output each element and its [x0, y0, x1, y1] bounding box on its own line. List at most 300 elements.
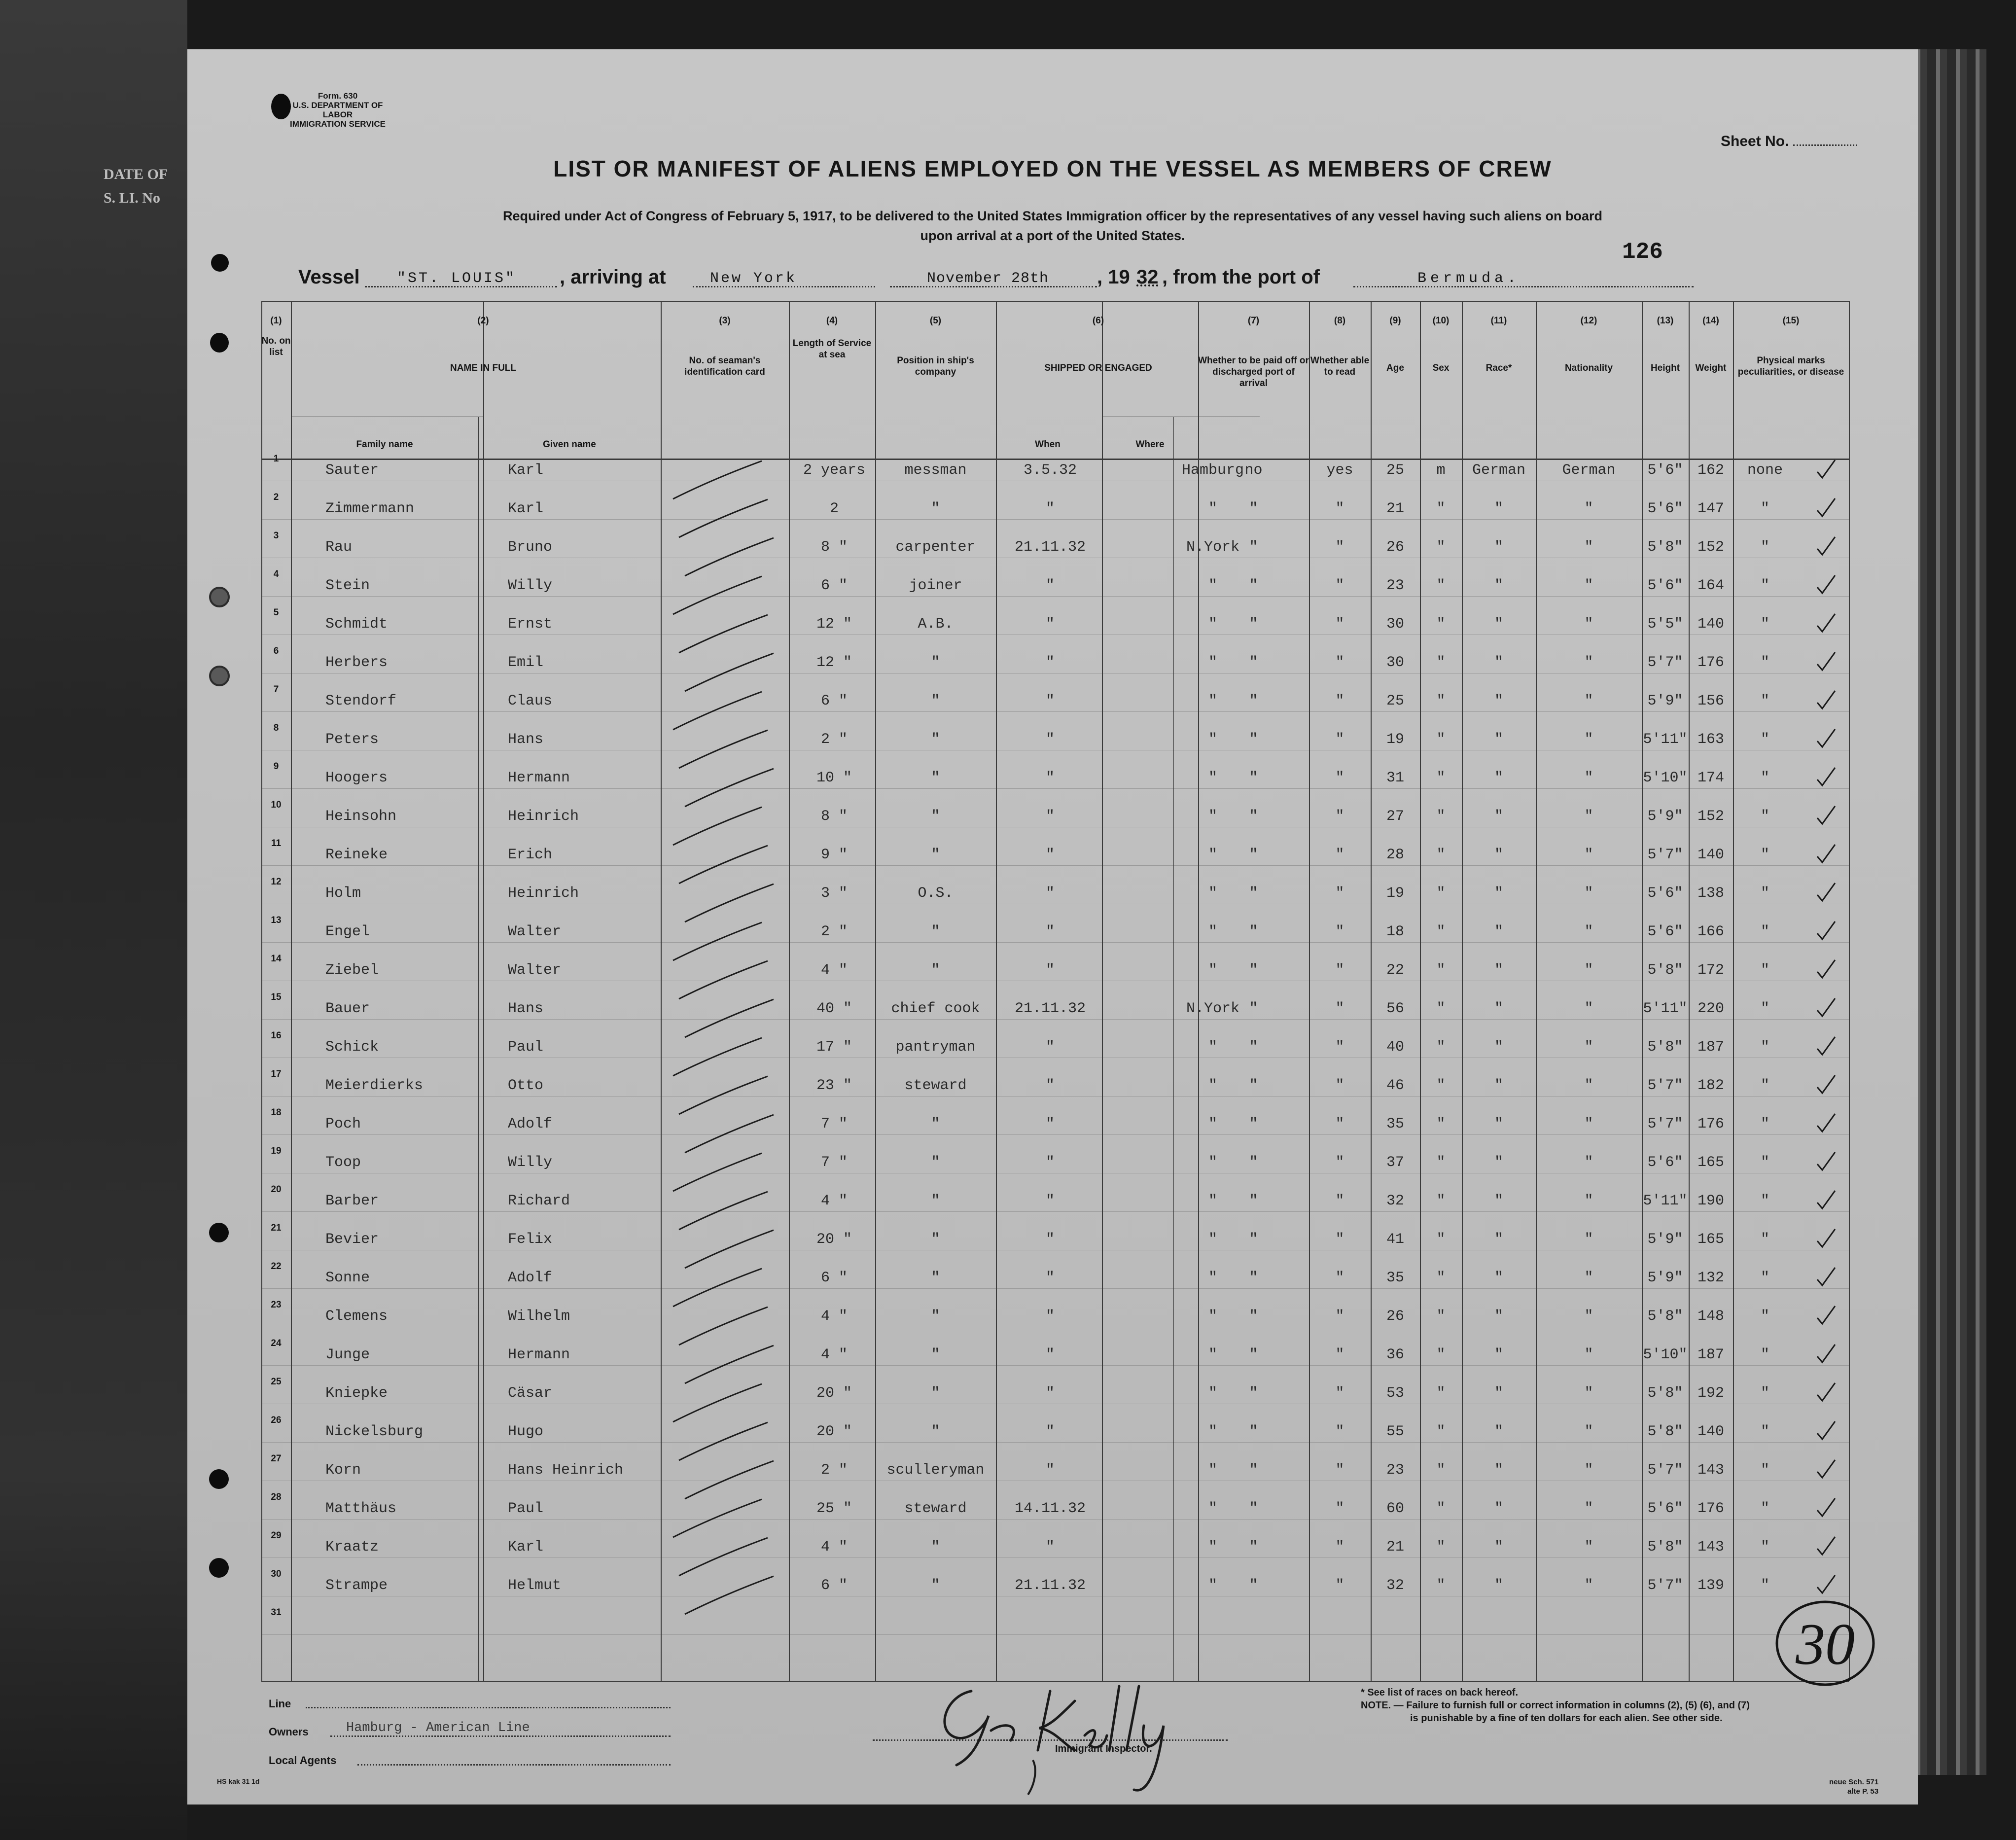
cell-race: ": [1494, 1577, 1503, 1594]
cell-weight: 176: [1697, 1116, 1724, 1132]
cell-age: 19: [1386, 731, 1404, 748]
cell-where: ": [1208, 1193, 1217, 1209]
column-number: (14): [1702, 316, 1719, 326]
cell-paid: ": [1249, 1231, 1258, 1248]
cell-when: ": [1045, 923, 1055, 940]
column-header: Nationality: [1564, 363, 1613, 373]
cell-service: 6 ": [820, 1577, 848, 1594]
column-header: Position in ship's company: [897, 355, 974, 377]
cell-nat: German: [1562, 462, 1616, 479]
cell-marks: ": [1760, 1500, 1769, 1517]
cell-sex: ": [1436, 1231, 1446, 1248]
cell-read: yes: [1326, 462, 1353, 479]
cell-height: 5'6": [1647, 577, 1683, 594]
cell-sex: ": [1436, 1154, 1446, 1171]
check-mark-icon: [1814, 1457, 1839, 1482]
cell-weight: 165: [1697, 1231, 1724, 1248]
cell-paid: ": [1249, 1462, 1258, 1479]
row-rule: [261, 865, 1849, 866]
cell-family: Hoogers: [325, 770, 388, 786]
row-number: 4: [273, 569, 279, 579]
cell-given: Emil: [508, 654, 544, 671]
cell-when: ": [1045, 1539, 1055, 1556]
cell-read: ": [1335, 654, 1344, 671]
inspector-signature: [927, 1671, 1203, 1800]
cell-nat: ": [1584, 847, 1593, 863]
cell-where: ": [1208, 1577, 1217, 1594]
cell-service: 20 ": [816, 1423, 852, 1440]
cell-read: ": [1335, 731, 1344, 748]
cell-family: Schick: [325, 1039, 379, 1056]
cell-when: ": [1045, 1039, 1055, 1056]
cell-height: 5'8": [1647, 962, 1683, 979]
cell-race: ": [1494, 1077, 1503, 1094]
cell-read: ": [1335, 1270, 1344, 1286]
cell-position: A.B.: [918, 616, 954, 633]
check-mark-icon: [1814, 1149, 1839, 1174]
cell-when: ": [1045, 577, 1055, 594]
column-number: (5): [929, 316, 942, 326]
cell-weight: 176: [1697, 654, 1724, 671]
cell-read: ": [1335, 885, 1344, 902]
cell-where: ": [1208, 1039, 1217, 1056]
cell-position: ": [931, 654, 940, 671]
cell-height: 5'9": [1647, 808, 1683, 825]
check-mark-icon: [1814, 1188, 1839, 1212]
column-rule: [996, 301, 997, 1681]
cell-marks: ": [1760, 1346, 1769, 1363]
cell-paid: ": [1249, 1077, 1258, 1094]
row-number: 21: [271, 1223, 282, 1233]
cell-family: Rau: [325, 539, 353, 556]
cell-read: ": [1335, 1116, 1344, 1132]
row-number: 31: [271, 1607, 282, 1618]
sheet-label: Sheet No.: [1721, 133, 1789, 149]
cell-family: Reineke: [325, 847, 388, 863]
footnote-fine: NOTE. — Failure to furnish full or correct information in columns (2), (5) (6), and (7): [1361, 1700, 1750, 1711]
row-number: 1: [273, 454, 279, 464]
cell-family: Bevier: [325, 1231, 379, 1248]
cell-given: Hermann: [508, 1346, 570, 1363]
cell-age: 35: [1386, 1116, 1404, 1132]
cell-sex: ": [1436, 1423, 1446, 1440]
cell-given: Heinrich: [508, 885, 579, 902]
cell-height: 5'6": [1647, 500, 1683, 517]
cell-position: ": [931, 1116, 940, 1132]
cell-weight: 156: [1697, 693, 1724, 709]
column-number: (2): [477, 316, 489, 326]
arrival-port: New York: [710, 270, 797, 287]
cell-family: Kraatz: [325, 1539, 379, 1556]
cell-nat: ": [1584, 1500, 1593, 1517]
cell-where: ": [1208, 1231, 1217, 1248]
cell-position: ": [931, 1385, 940, 1402]
cell-sex: ": [1436, 616, 1446, 633]
cell-height: 5'7": [1647, 1077, 1683, 1094]
cell-nat: ": [1584, 1308, 1593, 1325]
cell-when: ": [1045, 770, 1055, 786]
column-header: NAME IN FULL: [450, 363, 517, 373]
cell-height: 5'6": [1647, 1500, 1683, 1517]
cell-service: 6 ": [820, 693, 848, 709]
column-number: (11): [1490, 316, 1507, 326]
cell-nat: ": [1584, 1462, 1593, 1479]
name-split-rule: [478, 417, 479, 1681]
cell-position: ": [931, 770, 940, 786]
cell-when: ": [1045, 1423, 1055, 1440]
cell-nat: ": [1584, 1193, 1593, 1209]
line-label: Line: [269, 1698, 291, 1710]
column-header: SHIPPED OR ENGAGED: [1044, 363, 1152, 373]
cell-weight: 172: [1697, 962, 1724, 979]
cell-race: ": [1494, 500, 1503, 517]
cell-family: Nickelsburg: [325, 1423, 424, 1440]
cell-read: ": [1335, 923, 1344, 940]
row-number: 13: [271, 915, 282, 925]
vessel-label: Vessel: [298, 266, 360, 288]
cell-read: ": [1335, 500, 1344, 517]
cell-marks: ": [1760, 1423, 1769, 1440]
cell-given: Erich: [508, 847, 553, 863]
cell-family: Junge: [325, 1346, 370, 1363]
cell-read: ": [1335, 616, 1344, 633]
column-number: (4): [826, 316, 838, 326]
cell-given: Bruno: [508, 539, 553, 556]
row-number: 8: [273, 723, 279, 733]
cell-age: 30: [1386, 616, 1404, 633]
cell-family: Meierdierks: [325, 1077, 424, 1094]
cell-when: ": [1045, 885, 1055, 902]
cell-sex: ": [1436, 808, 1446, 825]
circled-total-text: 30: [1796, 1611, 1855, 1677]
cell-sex: ": [1436, 1000, 1446, 1017]
cell-family: Ziebel: [325, 962, 379, 979]
column-header: No. of seaman's identification card: [684, 355, 765, 377]
cell-when: 21.11.32: [1014, 1577, 1086, 1594]
cell-when: ": [1045, 1346, 1055, 1363]
cell-sex: ": [1436, 693, 1446, 709]
check-mark-icon: [1814, 534, 1839, 559]
footnote-races: * See list of races on back hereof.: [1361, 1687, 1519, 1698]
column-number: (8): [1334, 316, 1346, 326]
cell-weight: 132: [1697, 1270, 1724, 1286]
owners-label: Owners: [269, 1726, 309, 1738]
cell-where: ": [1208, 1385, 1217, 1402]
cell-race: ": [1494, 808, 1503, 825]
cell-family: Clemens: [325, 1308, 388, 1325]
cell-paid: ": [1249, 962, 1258, 979]
cell-paid: ": [1249, 577, 1258, 594]
departure-port: Bermuda.: [1417, 270, 1521, 287]
column-number: (7): [1247, 316, 1260, 326]
cell-race: ": [1494, 1270, 1503, 1286]
cell-paid: ": [1249, 885, 1258, 902]
cell-when: ": [1045, 1154, 1055, 1171]
cell-weight: 140: [1697, 1423, 1724, 1440]
stub-text: DATE OF S. LI. No: [104, 166, 168, 206]
cell-given: Hermann: [508, 770, 570, 786]
column-header: Length of Service at sea: [792, 338, 872, 360]
check-mark-icon: [1814, 572, 1839, 597]
cell-height: 5'6": [1647, 923, 1683, 940]
cell-where: ": [1208, 577, 1217, 594]
cell-sex: ": [1436, 500, 1446, 517]
cell-read: ": [1335, 1077, 1344, 1094]
cell-age: 37: [1386, 1154, 1404, 1171]
cell-weight: 190: [1697, 1193, 1724, 1209]
cell-where: ": [1208, 654, 1217, 671]
cell-age: 23: [1386, 1462, 1404, 1479]
cell-age: 18: [1386, 923, 1404, 940]
cell-family: Strampe: [325, 1577, 388, 1594]
cell-paid: ": [1249, 616, 1258, 633]
cell-given: Helmut: [508, 1577, 562, 1594]
cell-position: sculleryman: [886, 1462, 985, 1479]
cell-height: 5'11": [1643, 1000, 1688, 1017]
cell-where: ": [1208, 693, 1217, 709]
cell-age: 25: [1386, 462, 1404, 479]
cell-height: 5'8": [1647, 1423, 1683, 1440]
cell-weight: 140: [1697, 616, 1724, 633]
cell-weight: 138: [1697, 885, 1724, 902]
cell-marks: ": [1760, 1231, 1769, 1248]
row-number: 14: [271, 954, 282, 964]
cell-position: ": [931, 923, 940, 940]
cell-paid: ": [1249, 539, 1258, 556]
row-rule: [261, 1557, 1849, 1558]
check-mark-icon: [1814, 1342, 1839, 1366]
cell-where: ": [1208, 1270, 1217, 1286]
vessel-name: "ST. LOUIS": [397, 270, 517, 287]
cell-read: ": [1335, 1000, 1344, 1017]
cell-height: 5'10": [1643, 770, 1688, 786]
row-rule: [261, 942, 1849, 943]
from-label: , from the port of: [1162, 266, 1320, 288]
cell-age: 32: [1386, 1577, 1404, 1594]
cell-where: ": [1208, 808, 1217, 825]
cell-marks: ": [1760, 1000, 1769, 1017]
cell-height: 5'9": [1647, 693, 1683, 709]
cell-paid: no: [1244, 462, 1263, 479]
cell-nat: ": [1584, 1077, 1593, 1094]
cell-where: ": [1208, 1116, 1217, 1132]
cell-service: 4 ": [820, 1539, 848, 1556]
cell-nat: ": [1584, 1116, 1593, 1132]
cell-race: ": [1494, 1539, 1503, 1556]
cell-sex: ": [1436, 1270, 1446, 1286]
cell-when: ": [1045, 1231, 1055, 1248]
row-rule: [261, 1442, 1849, 1443]
cell-marks: ": [1760, 616, 1769, 633]
service-name: IMMIGRATION SERVICE: [290, 119, 386, 129]
cell-paid: ": [1249, 1039, 1258, 1056]
cell-paid: ": [1249, 1193, 1258, 1209]
cell-marks: ": [1760, 1116, 1769, 1132]
punch-hole: [211, 254, 229, 272]
cell-read: ": [1335, 1039, 1344, 1056]
cell-paid: ": [1249, 770, 1258, 786]
cell-position: ": [931, 1193, 940, 1209]
check-mark-icon: [1814, 1034, 1839, 1059]
cell-service: 4 ": [820, 962, 848, 979]
cell-service: 4 ": [820, 1308, 848, 1325]
slash-mark: [680, 1572, 778, 1631]
cell-age: 35: [1386, 1270, 1404, 1286]
cell-paid: ": [1249, 500, 1258, 517]
punch-hole: [209, 1223, 229, 1242]
cell-race: ": [1494, 1308, 1503, 1325]
cell-age: 21: [1386, 1539, 1404, 1556]
cell-weight: 162: [1697, 462, 1724, 479]
cell-position: ": [931, 1231, 940, 1248]
cell-height: 5'8": [1647, 1308, 1683, 1325]
row-number: 7: [273, 684, 279, 695]
row-rule: [261, 1096, 1849, 1097]
cell-race: ": [1494, 1462, 1503, 1479]
cell-race: ": [1494, 577, 1503, 594]
cell-race: ": [1494, 770, 1503, 786]
punch-hole: [209, 666, 230, 686]
cell-marks: ": [1760, 962, 1769, 979]
column-rule: [789, 301, 790, 1681]
cell-sex: ": [1436, 885, 1446, 902]
cell-given: Karl: [508, 500, 544, 517]
cell-read: ": [1335, 1308, 1344, 1325]
column-number: (6): [1092, 316, 1104, 326]
stamp-line-1: neue Sch. 571: [1829, 1778, 1879, 1786]
sheet-number-label: [1721, 133, 1857, 150]
header-bottom-rule: [261, 459, 1849, 460]
row-number: 15: [271, 992, 282, 1002]
cell-when: ": [1045, 847, 1055, 863]
cell-nat: ": [1584, 770, 1593, 786]
cell-sex: ": [1436, 539, 1446, 556]
cell-nat: ": [1584, 1423, 1593, 1440]
column-number: (13): [1657, 316, 1674, 326]
cell-weight: 164: [1697, 577, 1724, 594]
cell-family: Engel: [325, 923, 370, 940]
row-number: 23: [271, 1300, 282, 1310]
cell-age: 23: [1386, 577, 1404, 594]
cell-weight: 220: [1697, 1000, 1724, 1017]
cell-read: ": [1335, 1231, 1344, 1248]
arriving-label: , arriving at: [560, 266, 666, 288]
cell-race: ": [1494, 1500, 1503, 1517]
check-mark-icon: [1814, 957, 1839, 982]
cell-position: ": [931, 1270, 940, 1286]
cell-read: ": [1335, 1500, 1344, 1517]
cell-paid: ": [1249, 731, 1258, 748]
cell-given: Cäsar: [508, 1385, 553, 1402]
cell-given: Hans: [508, 731, 544, 748]
cell-paid: ": [1249, 1270, 1258, 1286]
column-header: Age: [1386, 363, 1404, 373]
column-header: Whether able to read: [1310, 355, 1370, 377]
cell-position: joiner: [909, 577, 962, 594]
check-mark-icon: [1814, 1534, 1839, 1558]
punch-hole: [271, 94, 291, 119]
row-number: 5: [273, 607, 279, 618]
column-number: (3): [719, 316, 731, 326]
cell-position: ": [931, 1539, 940, 1556]
cell-service: 2: [829, 500, 839, 517]
column-rule: [1102, 301, 1103, 1681]
cell-marks: ": [1760, 1577, 1769, 1594]
cell-position: chief cook: [891, 1000, 980, 1017]
cell-read: ": [1335, 693, 1344, 709]
archive-stamp: [1829, 1777, 1878, 1796]
cell-when: ": [1045, 1385, 1055, 1402]
cell-given: Wilhelm: [508, 1308, 570, 1325]
row-rule: [261, 1288, 1849, 1289]
column-rule: [661, 301, 662, 1681]
check-mark-icon: [1814, 1303, 1839, 1328]
cell-sex: ": [1436, 1308, 1446, 1325]
cell-nat: ": [1584, 808, 1593, 825]
cell-family: Heinsohn: [325, 808, 397, 825]
cell-when: ": [1045, 1077, 1055, 1094]
cell-weight: 163: [1697, 731, 1724, 748]
cell-family: Bauer: [325, 1000, 370, 1017]
cell-family: Holm: [325, 885, 361, 902]
column-header: Weight: [1695, 363, 1727, 373]
cell-sex: ": [1436, 1346, 1446, 1363]
cell-nat: ": [1584, 1154, 1593, 1171]
cell-marks: ": [1760, 654, 1769, 671]
check-mark-icon: [1814, 495, 1839, 520]
cell-when: 3.5.32: [1023, 462, 1077, 479]
cell-service: 12 ": [816, 654, 852, 671]
circled-total: [1770, 1595, 1883, 1694]
check-mark-icon: [1814, 842, 1839, 866]
cell-when: ": [1045, 1270, 1055, 1286]
cell-marks: ": [1760, 539, 1769, 556]
cell-race: ": [1494, 1346, 1503, 1363]
check-mark-icon: [1814, 995, 1839, 1020]
cell-nat: ": [1584, 1039, 1593, 1056]
column-header: Family name: [356, 439, 413, 450]
column-header: No. on list: [261, 336, 291, 357]
punch-hole: [209, 1469, 229, 1489]
cell-weight: 187: [1697, 1346, 1724, 1363]
cell-sex: ": [1436, 770, 1446, 786]
subtitle-line-1: Required under Act of Congress of February 5, 1917, to be delivered to the United States Immigration officer by the representatives of any vessel having such aliens on board: [502, 209, 1603, 223]
check-mark-icon: [1814, 1495, 1839, 1520]
cell-when: 21.11.32: [1014, 1000, 1086, 1017]
column-header: Sex: [1432, 363, 1450, 373]
cell-family: Toop: [325, 1154, 361, 1171]
check-mark-icon: [1814, 919, 1839, 943]
row-number: 18: [271, 1107, 282, 1118]
cell-given: Paul: [508, 1039, 544, 1056]
cell-given: Felix: [508, 1231, 553, 1248]
binder-strip: [0, 0, 187, 1840]
row-number: 27: [271, 1453, 282, 1464]
cell-marks: ": [1760, 1385, 1769, 1402]
cell-marks: none: [1747, 462, 1783, 479]
cell-weight: 148: [1697, 1308, 1724, 1325]
cell-height: 5'8": [1647, 1539, 1683, 1556]
cell-paid: ": [1249, 693, 1258, 709]
column-header: Height: [1650, 363, 1680, 373]
cell-height: 5'7": [1647, 847, 1683, 863]
cell-marks: ": [1760, 731, 1769, 748]
cell-weight: 192: [1697, 1385, 1724, 1402]
cell-where: ": [1208, 1154, 1217, 1171]
cell-sex: ": [1436, 654, 1446, 671]
cell-read: ": [1335, 1539, 1344, 1556]
row-number: 22: [271, 1261, 282, 1272]
